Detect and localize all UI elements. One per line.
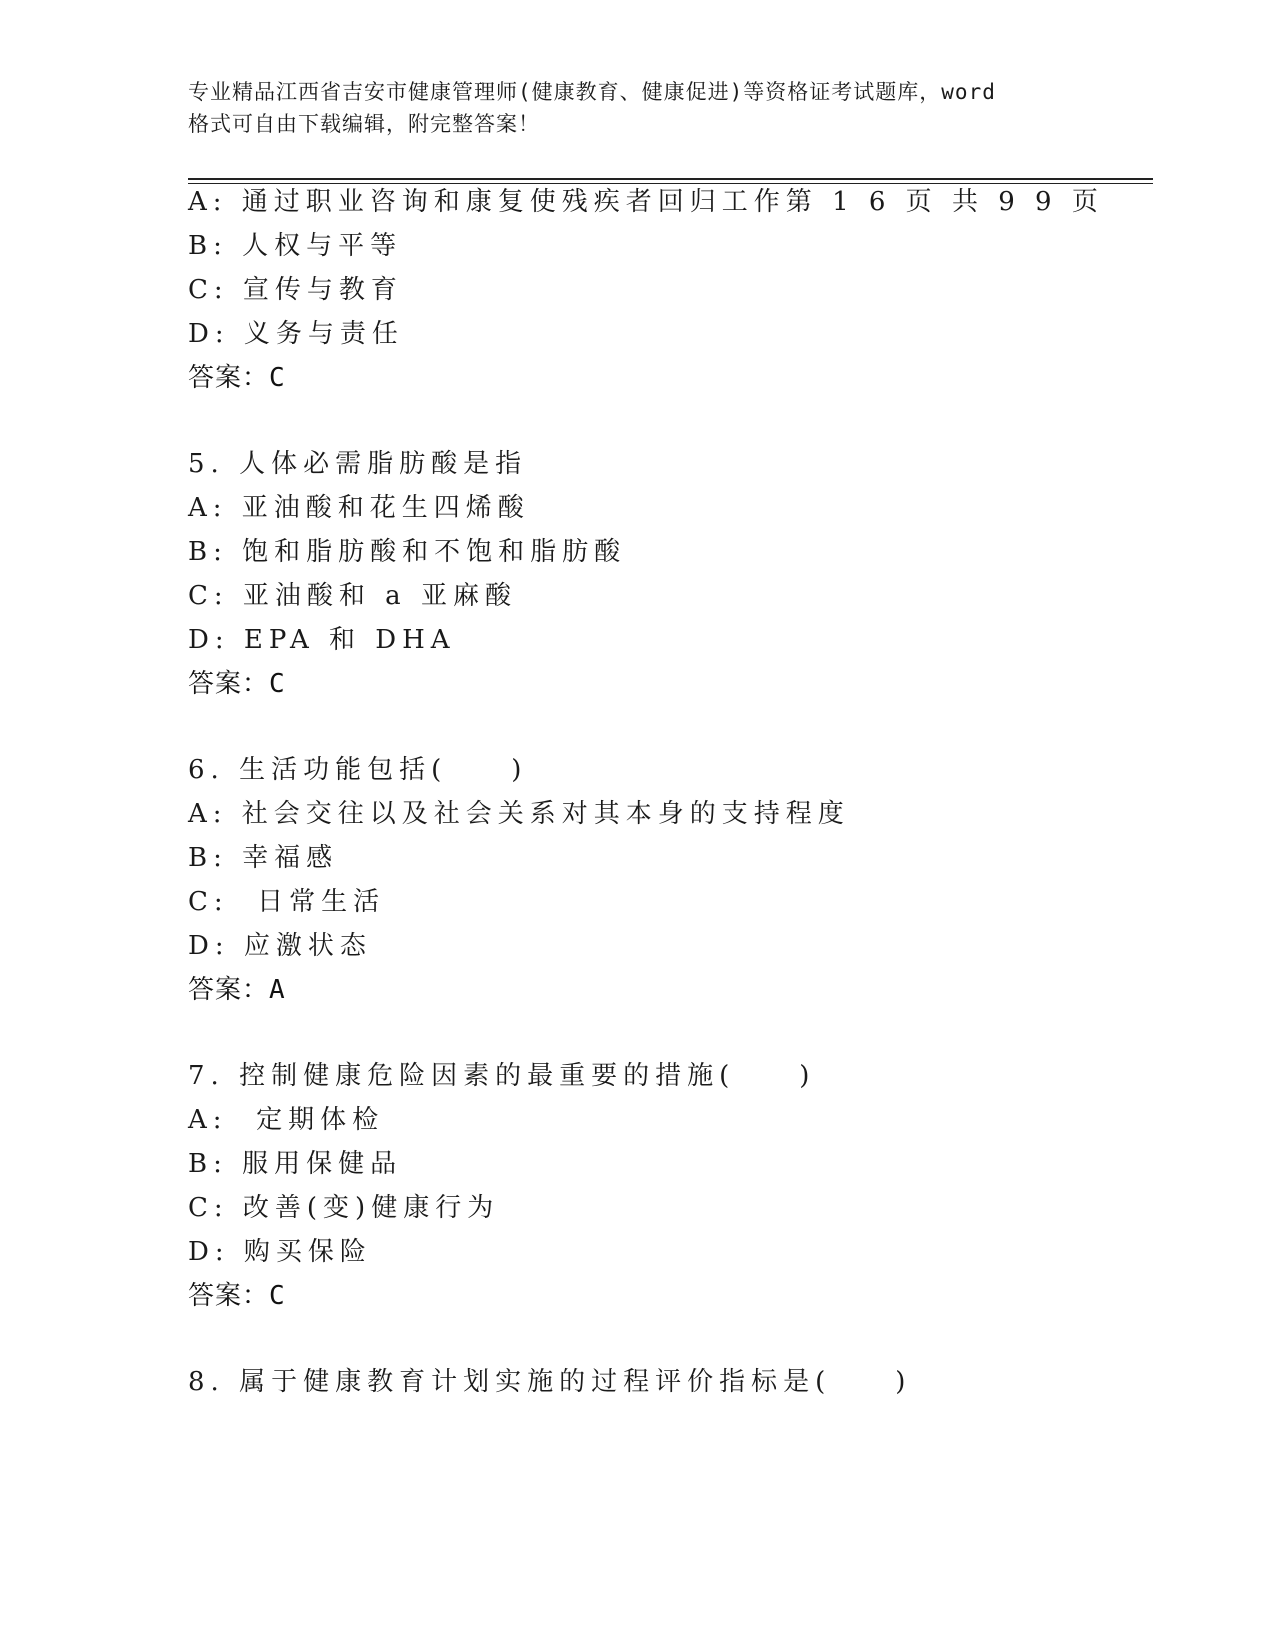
header-rule-thick [188, 178, 1153, 180]
q7-option-b: B: 服用保健品 [188, 1149, 403, 1179]
q4-option-a: A: 通过职业咨询和康复使残疾者回归工作第 1 6 页 共 9 9 页 [188, 187, 1104, 217]
answer-value: A [269, 975, 286, 1005]
answer-label: 答案： [188, 1281, 270, 1311]
q7-option-d: D: 购买保险 [188, 1237, 372, 1267]
q4-answer [188, 362, 286, 394]
q5-stem: 5. 人体必需脂肪酸是指 [188, 449, 528, 479]
q5-option-b: B: 饱和脂肪酸和不饱和脂肪酸 [188, 537, 627, 567]
q4-option-b: B: 人权与平等 [188, 231, 403, 261]
answer-value: C [269, 669, 286, 699]
q6-option-b: B: 幸福感 [188, 843, 339, 873]
q6-stem: 6. 生活功能包括( ) [188, 755, 528, 785]
q6-answer [188, 974, 286, 1006]
q7-option-c: C: 改善(变)健康行为 [188, 1193, 500, 1223]
q6-option-c: C: 日常生活 [188, 887, 386, 917]
answer-value: C [269, 1281, 286, 1311]
answer-value: C [269, 363, 286, 393]
q7-answer [188, 1280, 286, 1312]
q7-option-a: A: 定期体检 [188, 1105, 385, 1135]
q7-stem: 7. 控制健康危险因素的最重要的措施( ) [188, 1061, 816, 1091]
header-rule-thin [188, 183, 1153, 184]
q8-stem: 8. 属于健康教育计划实施的过程评价指标是( ) [188, 1367, 912, 1397]
header-line-1: 专业精品江西省吉安市健康管理师(健康教育、健康促进)等资格证考试题库，word [188, 80, 996, 104]
answer-label: 答案： [188, 975, 270, 1005]
q4-option-d: D: 义务与责任 [188, 319, 404, 349]
q6-option-d: D: 应激状态 [188, 931, 372, 961]
q6-option-a: A: 社会交往以及社会关系对其本身的支持程度 [188, 799, 850, 829]
q5-option-d: D: EPA 和 DHA [188, 625, 456, 655]
q5-option-a: A: 亚油酸和花生四烯酸 [188, 493, 530, 523]
answer-label: 答案： [188, 669, 270, 699]
answer-label: 答案： [188, 363, 270, 393]
q5-option-c: C: 亚油酸和 a 亚麻酸 [188, 581, 517, 611]
q4-option-c: C: 宣传与教育 [188, 275, 403, 305]
document-header [188, 76, 1088, 140]
header-line-2: 格式可自由下载编辑，附完整答案！ [188, 112, 540, 136]
q5-answer [188, 668, 286, 700]
